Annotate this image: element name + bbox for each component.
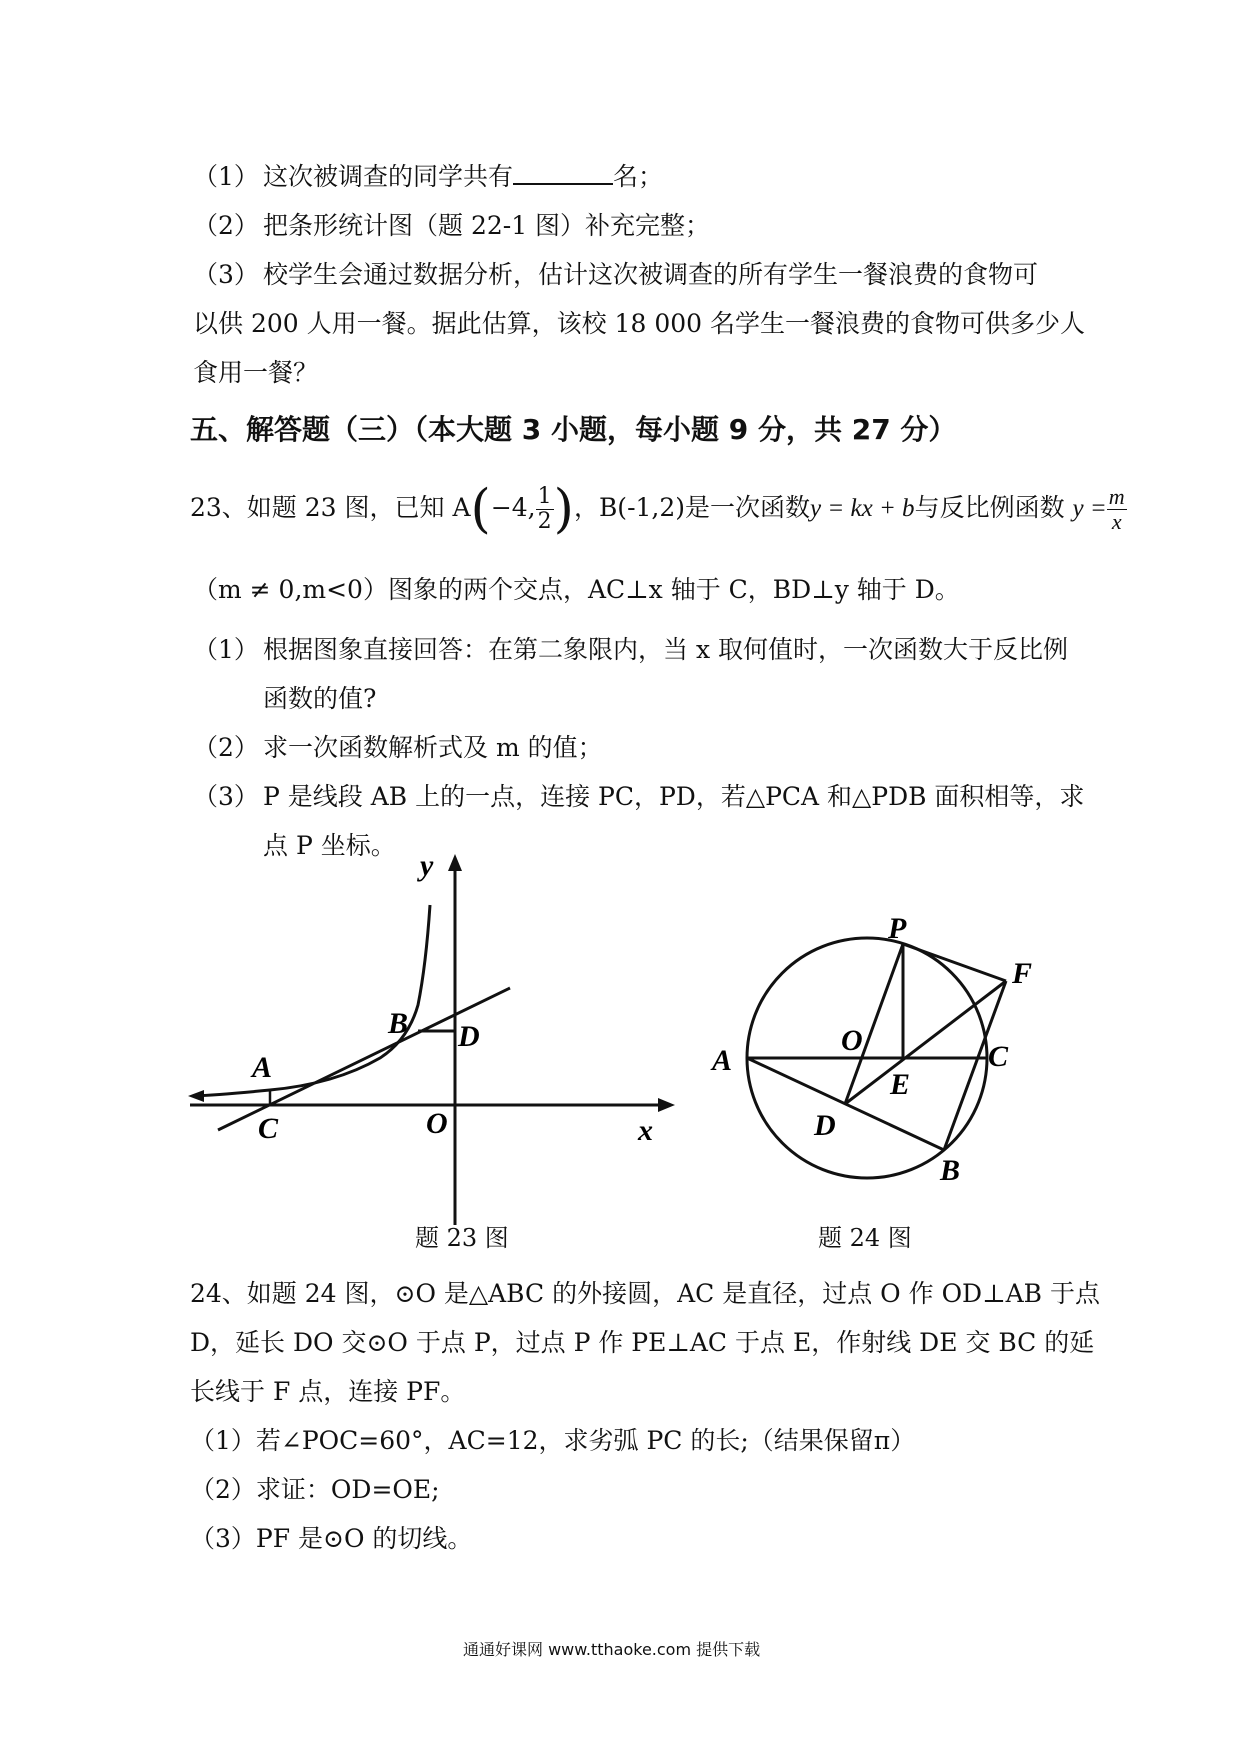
label-a: A [712, 1044, 733, 1077]
q24-item-2-num: （2） [190, 1475, 256, 1504]
reciprocal-denominator: x [1111, 509, 1122, 534]
hyperbola-left-arrow [188, 1090, 204, 1102]
label-f: F [1012, 957, 1033, 990]
label-d: D [814, 1109, 836, 1142]
label-x: x [638, 1114, 653, 1147]
figure-23 [180, 840, 700, 1230]
q24-line-1: 24、如题 24 图，⊙O 是△ABC 的外接圆，AC 是直径，过点 O 作 OD⊥AB 于点 [190, 1279, 1100, 1308]
label-b: B [940, 1154, 961, 1180]
q23-condition: （m ≠ 0,m<0）图象的两个交点，AC⊥x 轴于 C，BD⊥y 轴于 D。 [193, 575, 960, 604]
right-paren: ) [553, 479, 574, 540]
reciprocal-numerator: m [1108, 484, 1125, 509]
hyperbola-curve [192, 905, 430, 1096]
q24-line-2: D，延长 DO 交⊙O 于点 P，过点 P 作 PE⊥AC 于点 E，作射线 DE 交 BC 的延 [190, 1328, 1095, 1357]
label-b: B [388, 1007, 409, 1040]
label-o: O [426, 1107, 448, 1140]
q24-item-2-text: 求证：OD=OE; [255, 1475, 440, 1504]
y-axis-arrow [448, 854, 462, 871]
label-c: C [988, 1040, 1009, 1073]
q23-item-2-text: 求一次函数解析式及 m 的值； [263, 733, 603, 762]
q24-item-1 [190, 1424, 915, 1458]
fraction-denominator: 2 [537, 509, 552, 534]
q22-item-3-num: （3） [193, 260, 259, 289]
q22-item-1-text: 这次被调查的同学共有 [263, 162, 514, 191]
q22-item-2-num: （2） [193, 211, 259, 240]
q23-intro-a: 23、如题 23 图，已知 A [190, 493, 471, 522]
figure-23-caption: 题 23 图 [415, 1224, 509, 1252]
q23-item-1-cont [193, 682, 376, 716]
reciprocal-fraction [1107, 485, 1127, 534]
reciprocal-lhs: y = [1072, 495, 1107, 522]
fraction-numerator: 1 [537, 484, 552, 509]
q23-item-1-text: 根据图象直接回答：在第二象限内，当 x 取何值时，一次函数大于反比例 [263, 635, 1068, 664]
label-p: P [888, 912, 907, 945]
q22-item-2 [193, 209, 710, 243]
answer-blank [513, 161, 613, 185]
section-title: 五、解答题（三）（本大题 3 小题，每小题 9 分，共 27 分） [190, 413, 957, 446]
figure-24 [700, 880, 1060, 1180]
q23-item-3-text: P 是线段 AB 上的一点，连接 PC，PD，若△PCA 和△PDB 面积相等，求 [263, 782, 1085, 811]
q23-item-3 [193, 780, 1084, 814]
q22-item-1-num: （1） [193, 162, 259, 191]
label-o: O [841, 1024, 863, 1057]
q23-intro-b: ，B(-1,2)是一次函数 [573, 493, 811, 522]
q23-intro-c: 与反比例函数 [914, 493, 1065, 522]
q23-item-2-num: （2） [193, 733, 259, 762]
label-a: A [252, 1051, 273, 1084]
q22-item-3-cont-1: 以供 200 人用一餐。据此估算，该校 18 000 名学生一餐浪费的食物可供多少人 [193, 309, 1085, 338]
q23-item-3-cont-text: 点 P 坐标。 [263, 831, 396, 860]
label-y: y [420, 849, 434, 882]
q23-item-1 [193, 633, 1068, 667]
q23-item-1-cont-text: 函数的值? [263, 684, 377, 713]
label-c: C [258, 1112, 279, 1145]
figure-24-caption: 题 24 图 [818, 1224, 912, 1252]
linear-function: y = kx + b [810, 495, 915, 522]
q24-item-3 [190, 1522, 472, 1556]
q23-item-1-num: （1） [193, 635, 259, 664]
q24-item-3-text: PF 是⊙O 的切线。 [255, 1524, 473, 1553]
q22-item-1-suffix: 名； [613, 162, 664, 191]
q24-line-3: 长线于 F 点，连接 PF。 [190, 1377, 466, 1406]
label-e: E [890, 1068, 911, 1101]
q22-item-3-cont-2: 食用一餐？ [193, 358, 319, 387]
q23-intro [190, 478, 1127, 539]
q22-item-1 [193, 160, 663, 194]
left-paren: ( [470, 479, 491, 540]
q22-item-3-text: 校学生会通过数据分析，估计这次被调查的所有学生一餐浪费的食物可 [263, 260, 1039, 289]
point-a-y-fraction [536, 485, 554, 534]
label-d: D [458, 1020, 480, 1053]
q23-item-3-num: （3） [193, 782, 259, 811]
point-a-x: −4, [490, 493, 536, 522]
q24-item-1-num: （1） [190, 1426, 256, 1455]
q23-item-2 [193, 731, 603, 765]
q22-item-3 [193, 258, 1038, 292]
x-axis-arrow [658, 1098, 675, 1112]
q22-item-2-text: 把条形统计图（题 22-1 图）补充完整； [263, 211, 711, 240]
page-footer: 通通好课网 www.tthaoke.com 提供下载 [463, 1640, 761, 1659]
q24-item-1-text: 若∠POC=60°，AC=12，求劣弧 PC 的长;（结果保留π） [255, 1426, 916, 1455]
q24-item-3-num: （3） [190, 1524, 256, 1553]
q24-item-2 [190, 1473, 440, 1507]
